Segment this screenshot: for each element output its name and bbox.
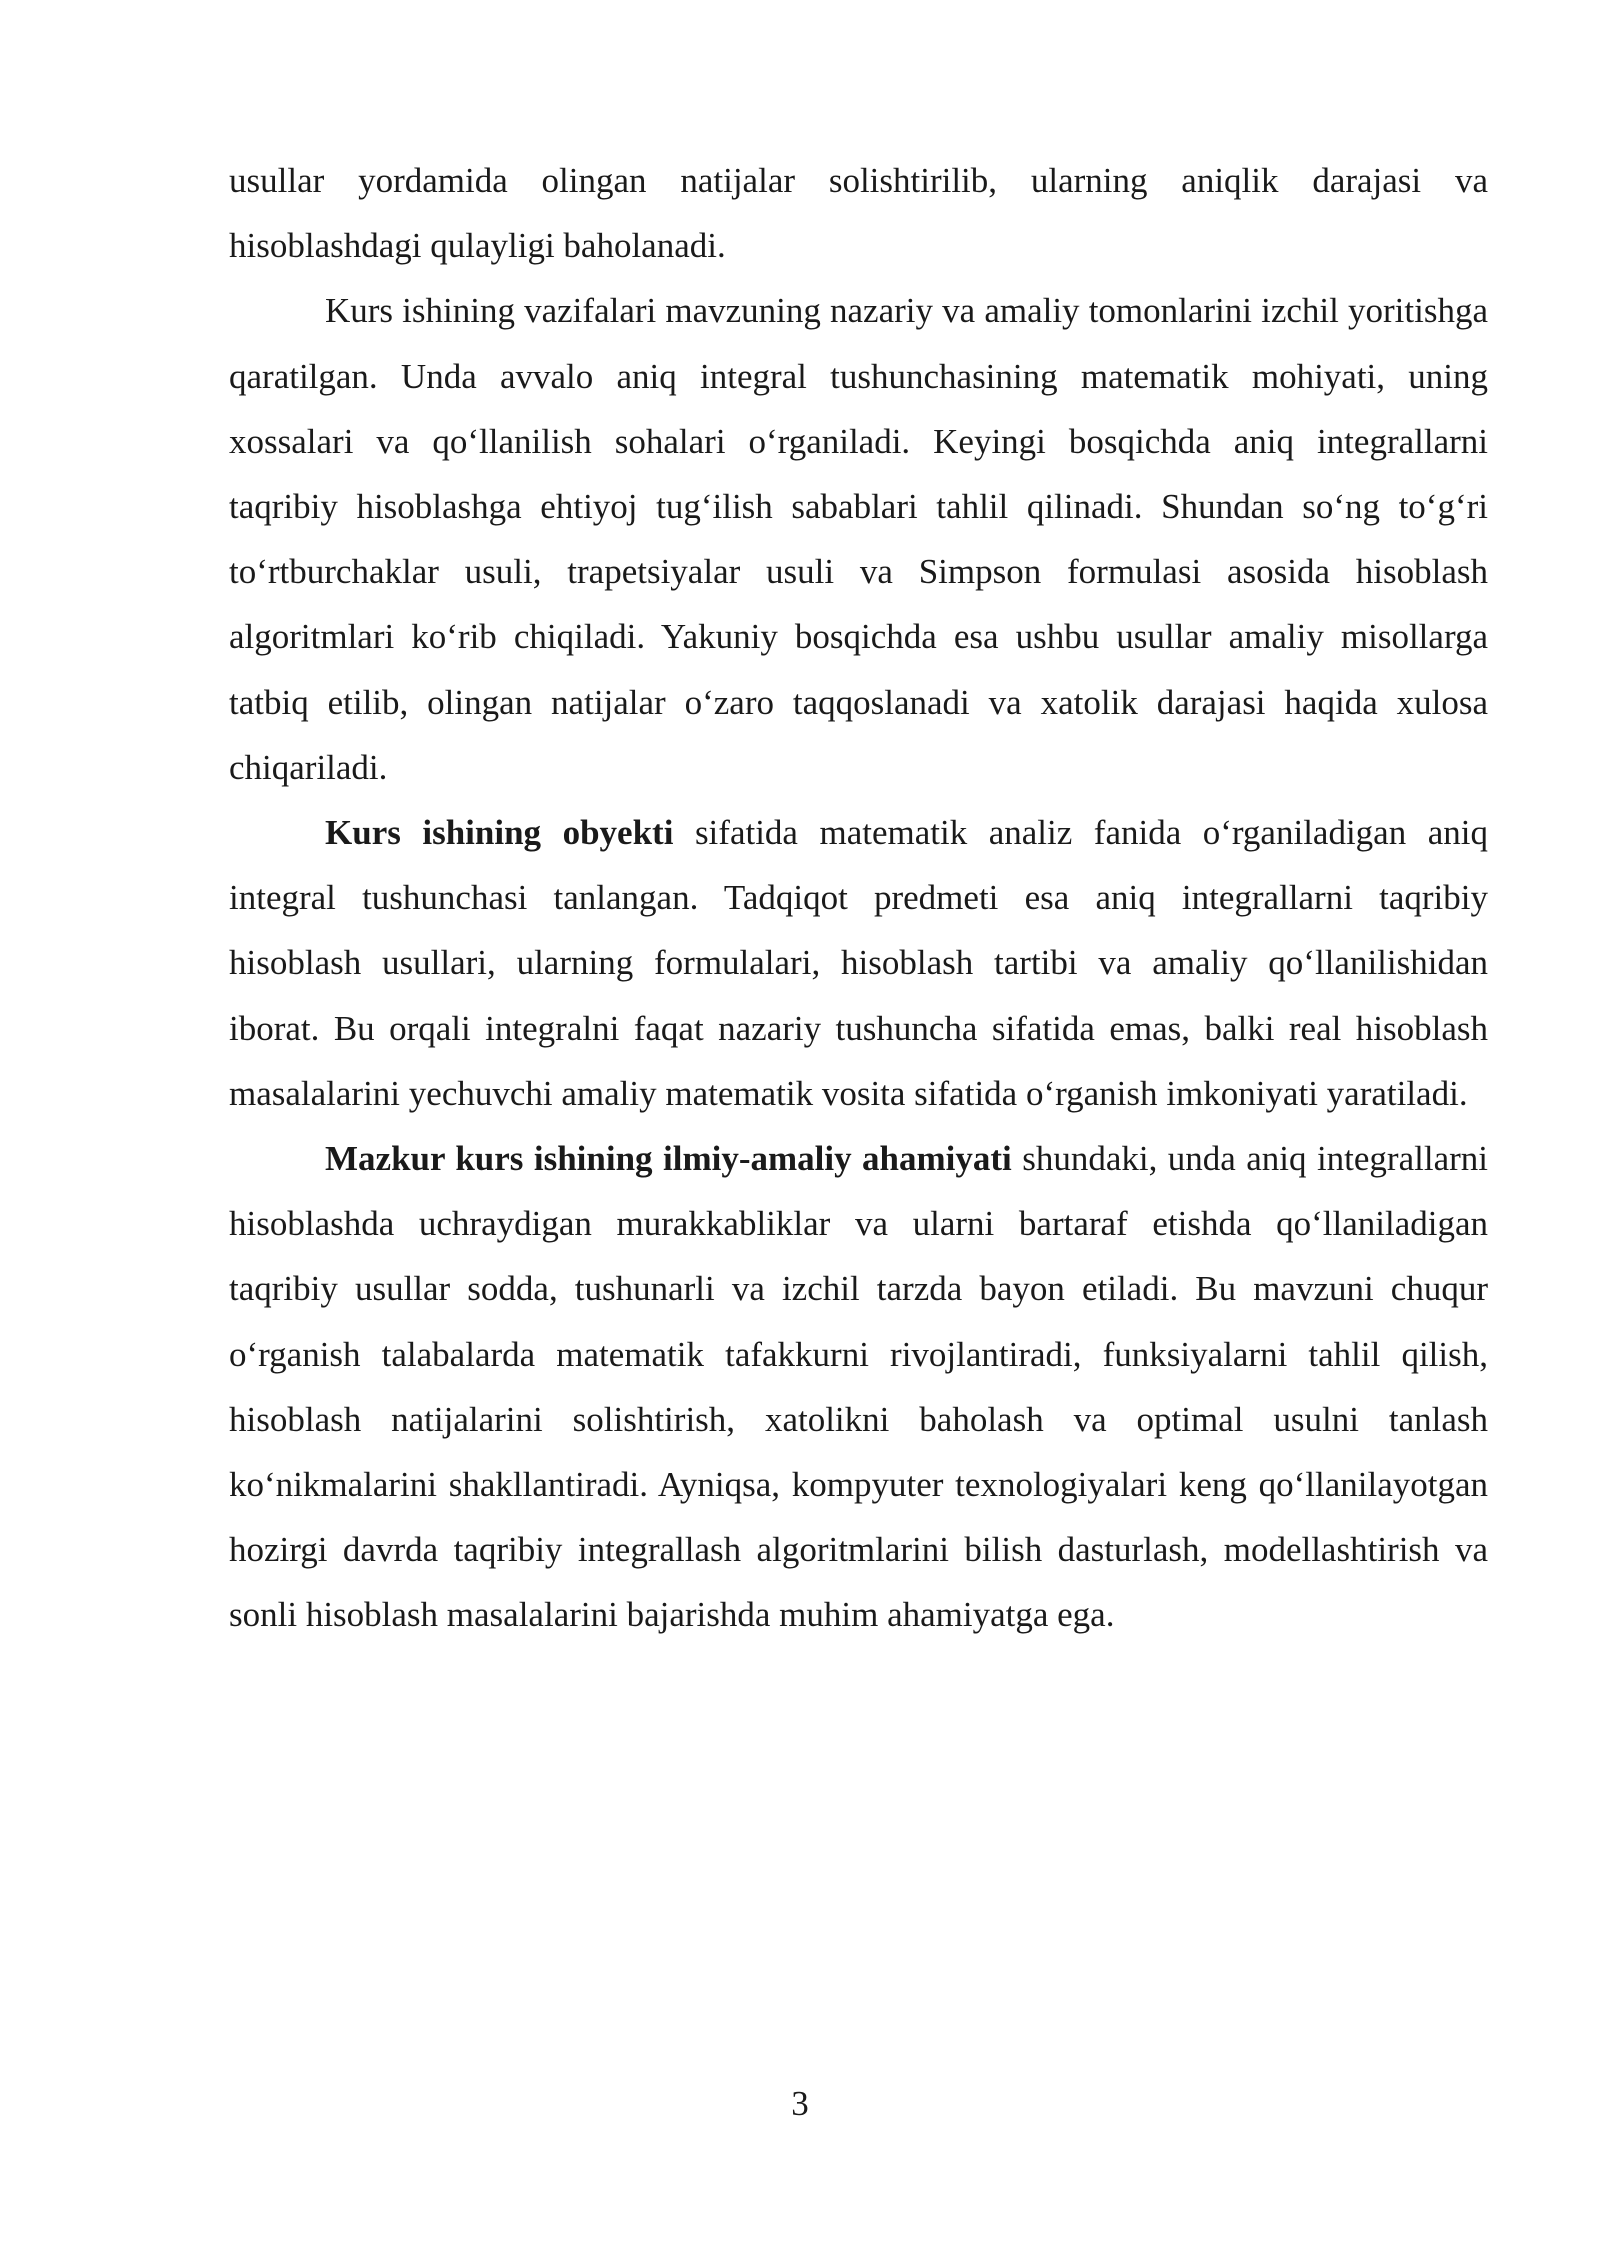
paragraph-text: Kurs ishining vazifalari mavzuning nazariy va amaliy tomonlarini izchil yoritishga qaratilgan. Unda avvalo aniq integral tushunchasining matematik mohiyati, uning xossalari va qo‘llanilish sohalari o‘rganiladi. Keyingi bosqichda aniq integrallarni taqribiy hisoblashga ehtiyoj tug‘ilish sabablari tahlil qilinadi. Shundan so‘ng to‘g‘ri to‘rtburchaklar usuli, trapetsiyalar usuli va Simpson formulasi asosida hisoblash algoritmlari ko‘rib chiqiladi. Yakuniy bosqichda esa ushbu usullar amaliy misollarga tatbiq etilib, olingan natijalar o‘zaro taqqoslanadi va xatolik darajasi haqida xulosa chiqariladi.: [229, 291, 1488, 787]
page-number: 3: [791, 2084, 809, 2123]
paragraph-text: sifatida matematik analiz fanida o‘rganiladigan aniq integral tushunchasi tanlangan. Tadqiqot predmeti esa aniq integrallarni taqribiy hisoblash usullari, ularning formulalari, hisoblash tartibi va amaliy qo‘llanilishidan iborat. Bu orqali integralni faqat nazariy tushuncha sifatida emas, balki real hisoblash masalalarini yechuvchi amaliy matematik vosita sifatida o‘rganish imkoniyati yaratiladi.: [229, 813, 1488, 1113]
paragraph-text: usullar yordamida olingan natijalar solishtirilib, ularning aniqlik darajasi va hisoblashdagi qulayligi baholanadi.: [229, 161, 1488, 266]
paragraph-tasks: [229, 278, 1488, 800]
paragraph-text: shundaki, unda aniq integrallarni hisoblashda uchraydigan murakkabliklar va ularni bartaraf etishda qo‘llaniladigan taqribiy usullar sodda, tushunarli va izchil tarzda bayon etiladi. Bu mavzuni chuqur o‘rganish talabalarda matematik tafakkurni rivojlantiradi, funksiyalarni tahlil qilish, hisoblash natijalarini solishtirish, xatolikni baholash va optimal usulni tanlash ko‘nikmalarini shakllantiradi. Ayniqsa, kompyuter texnologiyalari keng qo‘llanilayotgan hozirgi davrda taqribiy integrallash algoritmlarini bilish dasturlash, modellashtirish va sonli hisoblash masalalarini bajarishda muhim ahamiyatga ega.: [229, 1139, 1488, 1635]
paragraph-bold-lead: Kurs ishining obyekti: [325, 813, 674, 853]
paragraph-significance: [229, 1126, 1488, 1648]
body-text: [229, 148, 1488, 1648]
paragraph-bold-lead: Mazkur kurs ishining ilmiy-amaliy ahamiyati: [325, 1139, 1012, 1179]
paragraph-continuation: [229, 148, 1488, 278]
paragraph-object: [229, 800, 1488, 1126]
